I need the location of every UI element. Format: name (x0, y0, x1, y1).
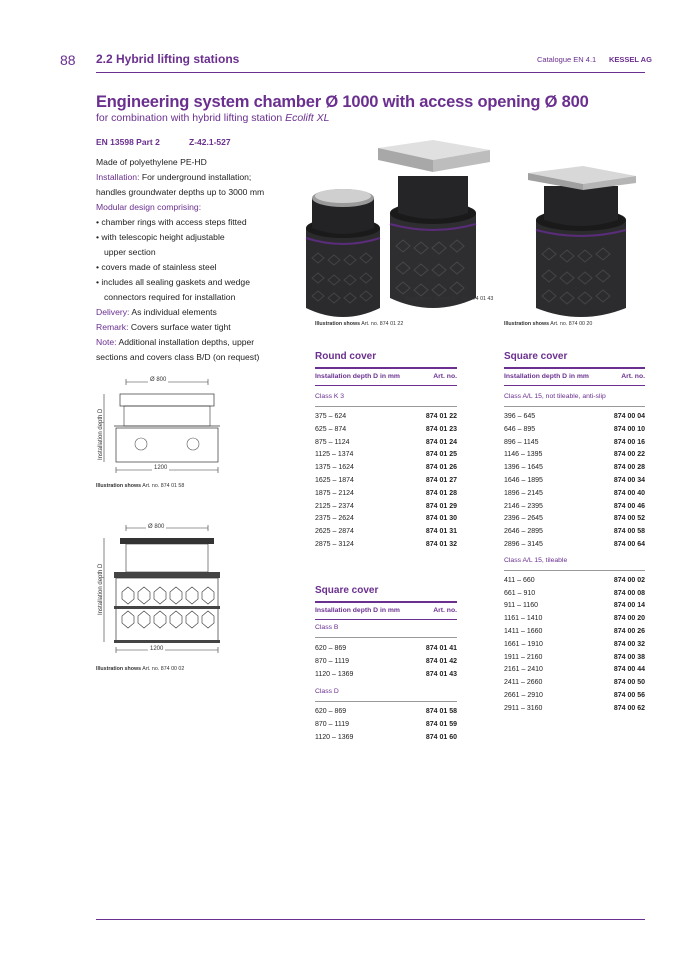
table-row-depth: 1146 – 1395 (504, 451, 543, 459)
table-row-art-no: 874 00 16 (613, 438, 645, 446)
header-rule (96, 72, 645, 73)
table-row-art-no: 874 00 32 (613, 640, 645, 648)
table-row-depth: 661 – 910 (504, 589, 536, 597)
class-label: Class B (315, 624, 339, 631)
table-row-art-no: 874 00 58 (613, 528, 645, 536)
table-row-art-no: 874 00 04 (613, 413, 645, 420)
column-header-rule (504, 385, 645, 386)
class-rule (315, 701, 457, 702)
table-row-art-no: 874 01 23 (425, 425, 457, 433)
class-rule (504, 570, 645, 571)
table-row-art-no: 874 00 38 (613, 653, 645, 661)
description-line: • with telescopic height adjustable (96, 232, 225, 242)
table-title-rule (504, 367, 645, 369)
chamber-round-cover-image (306, 189, 380, 317)
class-rule (315, 637, 457, 638)
table-row-art-no: 874 00 26 (613, 628, 645, 635)
table-row-depth: 2411 – 2660 (504, 679, 543, 687)
table-row-depth: 1625 – 1874 (315, 477, 354, 484)
table-row-depth: 1411 – 1660 (504, 628, 543, 635)
page-title: Engineering system chamber Ø 1000 with access opening Ø 800 (96, 93, 589, 111)
table-row-art-no: 874 01 24 (425, 438, 457, 446)
table-row-art-no: 874 00 50 (613, 679, 645, 687)
description-line: • includes all sealing gaskets and wedge (96, 277, 250, 287)
class-label: Class K 3 (315, 393, 345, 400)
drawing2-side-dim: Installation depth D (98, 563, 104, 615)
table-row-art-no: 874 00 40 (613, 489, 645, 497)
table-row-art-no: 874 00 52 (613, 515, 645, 523)
drawing2-top-dim: Ø 800 (148, 524, 165, 530)
description-line: Installation: For underground installation; (96, 172, 252, 182)
table-row-depth: 1161 – 1410 (504, 615, 543, 623)
description-line: upper section (104, 247, 156, 257)
page-subtitle: for combination with hybrid lifting station Ecolift XL (96, 112, 330, 124)
table-row-art-no: 874 01 32 (425, 541, 457, 548)
drawing1-side-dim: Installation depth D (98, 408, 104, 460)
class-label: Class D (315, 688, 339, 696)
class-label: Class A/L 15, not tileable, anti-slip (504, 393, 606, 400)
section-heading: 2.2 Hybrid lifting stations (96, 52, 240, 66)
table-row-art-no: 874 00 62 (613, 704, 645, 712)
table-row-depth: 411 – 660 (504, 576, 535, 584)
table-row-depth: 870 – 1119 (315, 657, 349, 665)
table-row-art-no: 874 01 29 (425, 502, 457, 510)
column-header-art: Art. no. (433, 607, 457, 614)
photo-caption-mid: Illustration shows Art. no. 874 01 43 (405, 296, 494, 302)
table-row-art-no: 874 00 08 (613, 589, 645, 597)
table-row-art-no: 874 00 64 (613, 541, 645, 548)
table-row-depth: 1120 – 1369 (315, 670, 354, 678)
table-row-art-no: 874 01 25 (425, 451, 457, 459)
photo-caption-right: Illustration shows Art. no. 874 00 20 (504, 321, 593, 327)
table-title: Square cover (504, 351, 568, 362)
table-row-depth: 1911 – 2160 (504, 653, 543, 661)
column-header-depth: Installation depth D in mm (315, 373, 400, 380)
table-row-art-no: 874 00 10 (613, 425, 645, 433)
table-row-art-no: 874 01 22 (425, 413, 457, 420)
description-line: connectors required for installation (104, 292, 236, 302)
standard-1: EN 13598 Part 2 (96, 137, 160, 147)
table-row-depth: 396 – 645 (504, 413, 536, 420)
table-row-depth: 2646 – 2895 (504, 528, 543, 536)
description-line: Modular design comprising: (96, 202, 202, 212)
drawing2-caption: Illustration shows Art. no. 874 00 02 (96, 666, 185, 672)
description-line: handles groundwater depths up to 3000 mm (96, 187, 265, 197)
table-row-art-no: 874 01 30 (425, 515, 457, 523)
company-label: KESSEL AG (609, 55, 652, 64)
page-number: 88 (60, 52, 76, 68)
table-row-depth: 1875 – 2124 (315, 489, 354, 497)
drawing1-top-dim: Ø 800 (150, 377, 167, 383)
table-row-depth: 2375 – 2624 (315, 515, 354, 523)
table-row-depth: 620 – 869 (315, 645, 347, 652)
footer-rule (96, 919, 645, 920)
description-line: • covers made of stainless steel (96, 262, 217, 272)
table-row-art-no: 874 01 28 (425, 489, 457, 497)
table-title: Round cover (315, 351, 377, 362)
drawing2-bottom-dim: 1200 (150, 646, 164, 652)
description-line: Made of polyethylene PE-HD (96, 157, 207, 167)
table-row-depth: 2125 – 2374 (315, 502, 354, 510)
column-header-art: Art. no. (621, 373, 645, 380)
table-row-art-no: 874 01 60 (425, 734, 457, 741)
catalogue-label: Catalogue EN 4.1 (537, 55, 597, 64)
table-row-art-no: 874 01 43 (425, 670, 457, 678)
column-header-rule (315, 385, 457, 386)
table-row-depth: 625 – 874 (315, 425, 347, 433)
table-row-art-no: 874 01 58 (425, 708, 457, 716)
table-row-depth: 1896 – 2145 (504, 489, 543, 497)
photo-caption-left: Illustration shows Art. no. 874 01 22 (315, 321, 404, 327)
table-row-depth: 2146 – 2395 (504, 502, 543, 510)
column-header-depth: Installation depth D in mm (504, 373, 589, 380)
table-row-depth: 2661 – 2910 (504, 692, 543, 699)
table-row-art-no: 874 01 42 (425, 657, 457, 665)
table-row-art-no: 874 00 46 (613, 502, 645, 510)
table-row-depth: 2911 – 3160 (504, 704, 543, 712)
table-row-art-no: 874 00 20 (613, 615, 645, 623)
table-row-art-no: 874 00 28 (613, 464, 645, 472)
table-row-depth: 2396 – 2645 (504, 515, 543, 523)
table-row-depth: 2875 – 3124 (315, 541, 354, 548)
class-rule (504, 406, 645, 407)
table-row-depth: 2625 – 2874 (315, 528, 354, 536)
class-label: Class A/L 15, tileable (504, 556, 568, 564)
table-row-art-no: 874 00 56 (613, 692, 645, 699)
table-row-art-no: 874 00 44 (613, 666, 645, 674)
table-row-art-no: 874 00 02 (613, 576, 645, 584)
table-row-art-no: 874 00 22 (613, 451, 645, 459)
table-row-art-no: 874 01 31 (425, 528, 457, 536)
table-row-art-no: 874 00 34 (613, 477, 645, 484)
chamber-square-cover-tileable-image (528, 166, 636, 317)
drawing1-caption: Illustration shows Art. no. 874 01 58 (96, 483, 185, 489)
description-line: Remark: Covers surface water tight (96, 322, 231, 332)
table-row-depth: 375 – 624 (315, 413, 347, 420)
table-row-art-no: 874 01 41 (425, 645, 457, 652)
table-row-art-no: 874 01 26 (425, 464, 457, 472)
table-row-depth: 2896 – 3145 (504, 541, 543, 548)
table-row-depth: 1375 – 1624 (315, 464, 354, 472)
product-description (96, 155, 316, 365)
table-row-depth: 1646 – 1895 (504, 477, 543, 484)
table-row-depth: 646 – 895 (504, 425, 536, 433)
column-header-art: Art. no. (433, 373, 457, 380)
description-line: Note: Additional installation depths, upper (96, 337, 255, 347)
table-row-depth: 911 – 1160 (504, 602, 538, 610)
class-rule (315, 406, 457, 407)
table-row-depth: 875 – 1124 (315, 438, 350, 446)
table-row-depth: 1661 – 1910 (504, 640, 543, 648)
drawing1-bottom-dim: 1200 (154, 465, 168, 471)
table-row-art-no: 874 01 59 (425, 721, 457, 729)
column-header-depth: Installation depth D in mm (315, 607, 400, 614)
table-row-depth: 620 – 869 (315, 708, 347, 716)
table-title: Square cover (315, 585, 379, 596)
chamber-square-cover-class-b-image (378, 140, 490, 308)
table-row-art-no: 874 01 27 (425, 477, 457, 484)
table-row-depth: 1125 – 1374 (315, 451, 354, 459)
table-row-depth: 2161 – 2410 (504, 666, 543, 674)
table-row-depth: 1120 – 1369 (315, 734, 354, 741)
column-header-rule (315, 619, 457, 620)
description-line: • chamber rings with access steps fitted (96, 217, 247, 227)
description-line: Delivery: As individual elements (96, 307, 217, 317)
table-title-rule (315, 601, 457, 603)
table-row-art-no: 874 00 14 (613, 602, 645, 610)
table-row-depth: 1396 – 1645 (504, 464, 543, 472)
table-row-depth: 870 – 1119 (315, 721, 349, 729)
table-row-depth: 896 – 1145 (504, 438, 539, 446)
technical-drawing-square (96, 520, 236, 660)
table-title-rule (315, 367, 457, 369)
standard-2: Z-42.1-527 (189, 137, 231, 147)
description-line: sections and covers class B/D (on request) (96, 352, 260, 362)
